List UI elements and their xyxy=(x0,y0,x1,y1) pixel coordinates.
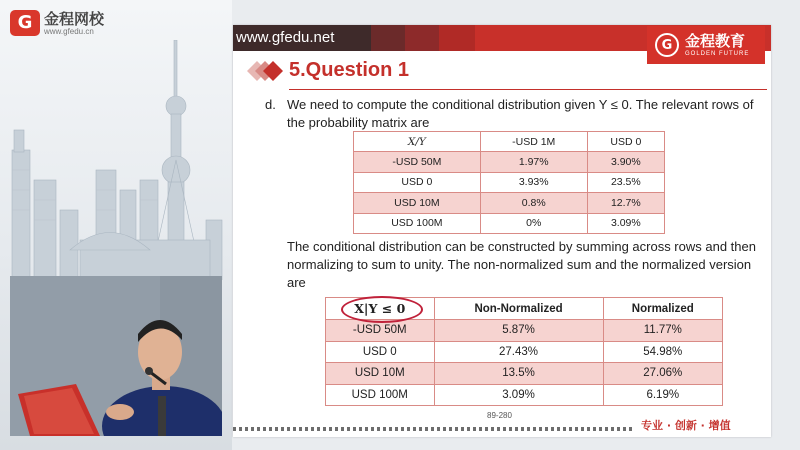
probability-matrix-table xyxy=(353,131,665,234)
table-cell: -USD 50M xyxy=(326,320,435,342)
logo-en-text: GOLDEN FUTURE xyxy=(685,50,750,57)
table-cell: USD 0 xyxy=(326,341,435,363)
city-skyline-illustration xyxy=(0,40,232,280)
table-header-cell: X|Y ≤ 0 xyxy=(326,298,435,320)
paragraph-explanation: The conditional distribution can be constructed by summing across rows and then normalizing to sum to unity. The non-normalized sum and the normalized version are xyxy=(287,239,756,290)
logo-cn-text: 金程教育 xyxy=(685,31,746,50)
table-header-cell: Normalized xyxy=(603,298,722,320)
table-row xyxy=(326,341,723,363)
title-divider xyxy=(289,89,767,90)
table-header-cell: -USD 1M xyxy=(480,132,587,152)
table-cell: USD 10M xyxy=(354,193,481,213)
item-marker: d. xyxy=(265,97,276,112)
table-cell: USD 100M xyxy=(326,384,435,406)
table-cell: 12.7% xyxy=(587,193,664,213)
presenter-figure xyxy=(10,276,222,436)
table-cell: USD 0 xyxy=(354,172,481,192)
table-cell: USD 100M xyxy=(354,213,481,233)
table-header-row xyxy=(354,132,665,152)
table-row xyxy=(354,172,665,192)
table-cell: 0% xyxy=(480,213,587,233)
title-diamond-icon xyxy=(245,57,287,85)
table-header-cell: USD 0 xyxy=(587,132,664,152)
brand-logo-icon: G xyxy=(10,10,40,36)
left-panel xyxy=(0,0,232,450)
table-row xyxy=(354,213,665,233)
table-cell: 0.8% xyxy=(480,193,587,213)
table-cell: 3.93% xyxy=(480,172,587,192)
table-cell: 6.19% xyxy=(603,384,722,406)
golden-future-logo xyxy=(647,26,765,64)
table-cell: 3.90% xyxy=(587,152,664,172)
table-row xyxy=(354,152,665,172)
footer-dotted-line xyxy=(233,427,633,431)
highlight-circle-annotation xyxy=(341,296,423,323)
table-row xyxy=(326,363,723,385)
table-cell: 27.06% xyxy=(603,363,722,385)
footer-slogan: 专业 · 创新 · 增值 xyxy=(641,419,731,432)
logo-emblem-icon: G xyxy=(655,33,679,57)
page-number: 89-280 xyxy=(487,411,512,420)
brand-name: 金程网校 xyxy=(44,10,105,28)
table-cell: 54.98% xyxy=(603,341,722,363)
lecture-slide xyxy=(233,25,771,437)
table-row xyxy=(326,384,723,406)
table-row xyxy=(354,193,665,213)
brand-url: www.gfedu.cn xyxy=(44,27,94,36)
table-cell: -USD 50M xyxy=(354,152,481,172)
table-cell: 3.09% xyxy=(434,384,603,406)
header-url: www.gfedu.net xyxy=(236,29,335,46)
presenter-video xyxy=(10,276,222,436)
table-cell: 5.87% xyxy=(434,320,603,342)
table-cell: 1.97% xyxy=(480,152,587,172)
table-cell: 11.77% xyxy=(603,320,722,342)
table-cell: 27.43% xyxy=(434,341,603,363)
table-cell: 13.5% xyxy=(434,363,603,385)
table-cell: 3.09% xyxy=(587,213,664,233)
table-header-cell: X/Y xyxy=(354,132,481,152)
table-header-cell: Non-Normalized xyxy=(434,298,603,320)
slide-title: 5.Question 1 xyxy=(289,59,410,81)
table-cell: 23.5% xyxy=(587,172,664,192)
table-cell: USD 10M xyxy=(326,363,435,385)
paragraph-intro: We need to compute the conditional distribution given Y ≤ 0. The relevant rows of the probability matrix are xyxy=(287,97,754,130)
